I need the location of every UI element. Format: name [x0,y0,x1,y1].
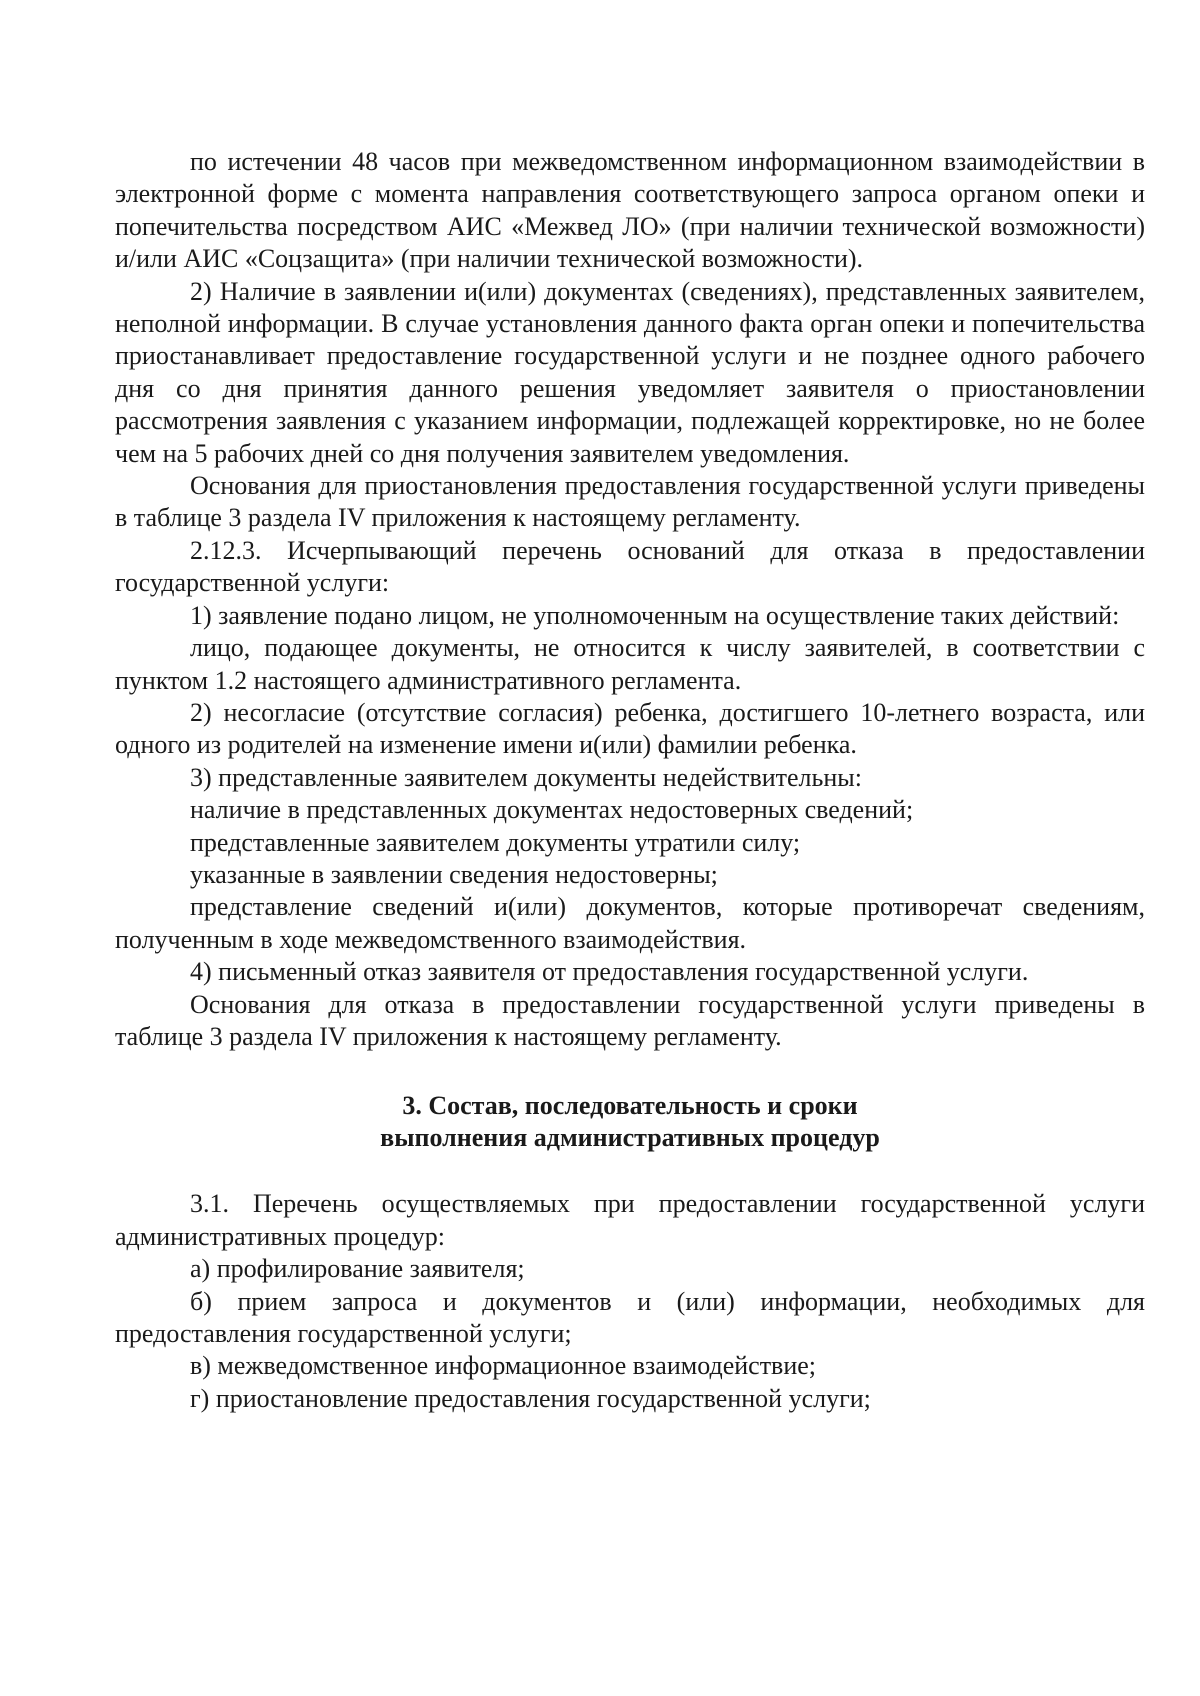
paragraph: Основания для отказа в предоставлении государственной услуги приведены в таблице 3 раздела IV приложения к настоящему регламенту. [115,989,1145,1051]
paragraph: 4) письменный отказ заявителя от предоставления государственной услуги. [190,957,1029,987]
paragraph: 2) Наличие в заявлении и(или) документах (сведениях), представленных заявителем, неполной информации. В случае установления данного факта орган опеки и попечительства приостанавливает предоставление государственной услуги и не позднее одного рабочего дня со дня принятия данного решения уведомляет заявителя о приостановлении рассмотрения заявления с указанием информации, подлежащей корректировке, но не более чем на 5 рабочих дней со дня получения заявителем уведомления. [115,276,1145,468]
list-item: б) прием запроса и документов и (или) информации, необходимых для предоставления государственной услуги; [115,1286,1145,1348]
list-item: а) профилирование заявителя; [190,1254,525,1284]
paragraph: представленные заявителем документы утратили силу; [190,827,801,857]
paragraph: 3.1. Перечень осуществляемых при предоставлении государственной услуги административных процедур: [115,1189,1145,1251]
paragraph: указанные в заявлении сведения недостоверны; [190,859,718,889]
section-heading-line-1: 3. Состав, последовательность и сроки [402,1091,858,1121]
paragraph: представление сведений и(или) документов, которые противоречат сведениям, полученным в ходе межведомственного взаимодействия. [115,892,1145,954]
paragraph: 1) заявление подано лицом, не уполномоченным на осуществление таких действий: [190,600,1120,630]
paragraph: наличие в представленных документах недостоверных сведений; [190,795,914,825]
paragraph: по истечении 48 часов при межведомственном информационном взаимодействии в электронной форме с момента направления соответствующего запроса органом опеки и попечительства посредством АИС «Межвед ЛО» (при наличии технической возможности) и/или АИС «Соцзащита» (при наличии технической возможности). [115,147,1145,274]
section-heading [115,1090,1145,1154]
paragraph: лицо, подающее документы, не относится к числу заявителей, в соответствии с пунктом 1.2 настоящего административного регламента. [115,633,1145,695]
document-page [115,146,1145,1415]
list-item: в) межведомственное информационное взаимодействие; [190,1351,817,1381]
paragraph: Основания для приостановления предоставления государственной услуги приведены в таблице 3 раздела IV приложения к настоящему регламенту. [115,471,1145,533]
list-item: г) приостановление предоставления государственной услуги; [190,1383,871,1413]
paragraph: 2) несогласие (отсутствие согласия) ребенка, достигшего 10-летнего возраста, или одного из родителей на изменение имени и(или) фамилии ребенка. [115,697,1145,760]
paragraph: 3) представленные заявителем документы недействительны: [190,762,862,792]
paragraph: 2.12.3. Исчерпывающий перечень оснований для отказа в предоставлении государственной услуги: [115,535,1145,598]
section-heading-line-2: выполнения административных процедур [380,1123,880,1153]
